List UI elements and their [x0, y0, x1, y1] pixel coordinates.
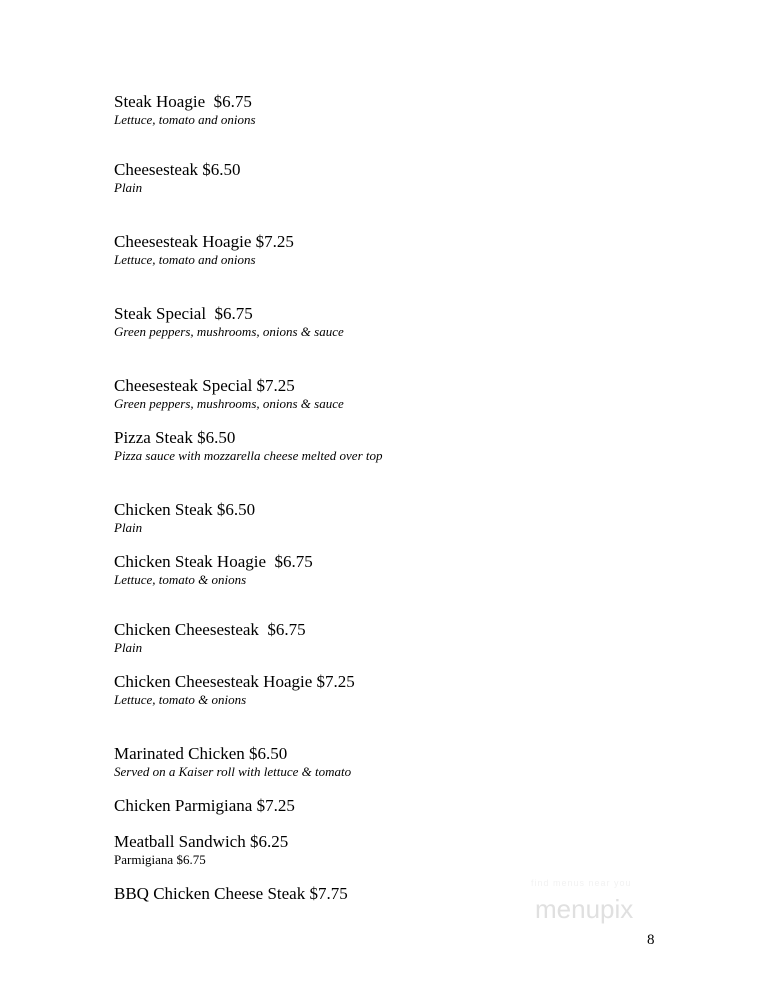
menu-item-description: Plain: [114, 180, 143, 195]
menu-item-chicken-steak-hoagie: [114, 552, 313, 587]
menu-item-cheesesteak: [114, 160, 241, 195]
menu-item-description: Served on a Kaiser roll with lettuce & tomato: [114, 764, 352, 779]
menu-item-steak-special: [114, 304, 344, 339]
menu-item-title: Chicken Parmigiana $7.25: [114, 796, 295, 815]
menu-item-title: Steak Special $6.75: [114, 304, 253, 323]
menu-item-description: Plain: [114, 520, 143, 535]
menupix-logo: menupix: [535, 894, 634, 924]
menu-item-title: Marinated Chicken $6.50: [114, 744, 288, 763]
menu-item-title: Meatball Sandwich $6.25: [114, 832, 289, 851]
watermark-tagline: find menus near you: [531, 878, 632, 888]
menu-item-chicken-cheesesteak-hoagie: [114, 672, 355, 707]
menu-item-title: BBQ Chicken Cheese Steak $7.75: [114, 884, 348, 903]
menu-item-description: Green peppers, mushrooms, onions & sauce: [114, 324, 344, 339]
menu-item-title: Cheesesteak Hoagie $7.25: [114, 232, 294, 251]
menu-item-bbq-chicken-cheese-steak: [114, 884, 348, 904]
menu-item-title: Chicken Steak Hoagie $6.75: [114, 552, 313, 571]
menu-item-description: Pizza sauce with mozzarella cheese melted over top: [114, 448, 383, 463]
menu-item-steak-hoagie: [114, 92, 256, 127]
menu-item-description: Lettuce, tomato and onions: [114, 112, 256, 127]
menu-item-title: Steak Hoagie $6.75: [114, 92, 252, 111]
menu-item-pizza-steak: [114, 428, 383, 463]
menu-item-description: Lettuce, tomato and onions: [114, 252, 256, 267]
menu-item-title: Pizza Steak $6.50: [114, 428, 236, 447]
menu-item-description: Green peppers, mushrooms, onions & sauce: [114, 396, 344, 411]
menu-item-description: Plain: [114, 640, 143, 655]
menu-item-description: Parmigiana $6.75: [114, 852, 206, 867]
menu-item-title: Cheesesteak Special $7.25: [114, 376, 295, 395]
menu-item-description: Lettuce, tomato & onions: [114, 572, 247, 587]
menu-item-title: Chicken Cheesesteak Hoagie $7.25: [114, 672, 355, 691]
menu-item-chicken-steak: [114, 500, 255, 535]
menu-item-cheesesteak-special: [114, 376, 344, 411]
menupix-watermark: [525, 878, 685, 928]
menu-item-chicken-parmigiana: [114, 796, 295, 816]
menu-item-cheesesteak-hoagie: [114, 232, 294, 267]
menu-item-title: Cheesesteak $6.50: [114, 160, 241, 179]
menu-item-title: Chicken Cheesesteak $6.75: [114, 620, 306, 639]
menu-item-meatball-sandwich: [114, 832, 288, 867]
menu-item-chicken-cheesesteak: [114, 620, 306, 655]
menu-item-description: Lettuce, tomato & onions: [114, 692, 247, 707]
menu-item-marinated-chicken: [114, 744, 351, 779]
page-number: 8: [647, 932, 655, 948]
menu-item-title: Chicken Steak $6.50: [114, 500, 256, 519]
